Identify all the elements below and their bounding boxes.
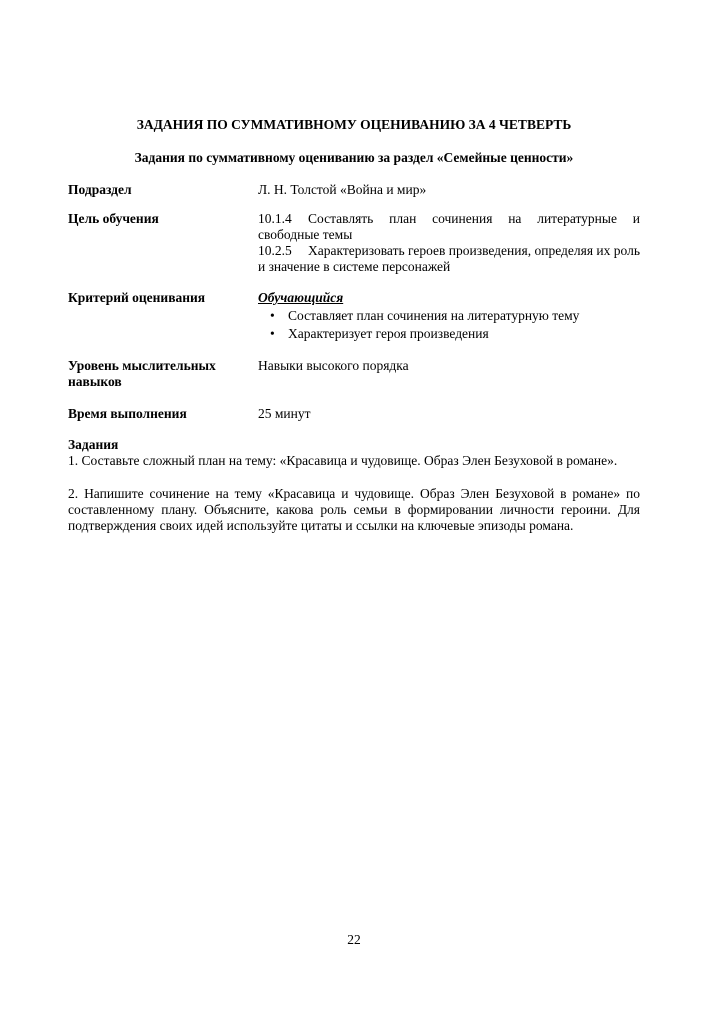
task-item: 1. Составьте сложный план на тему: «Красавица и чудовище. Образ Элен Безуховой в романе». <box>68 453 618 468</box>
document-subtitle: Задания по суммативному оцениванию за раздел «Семейные ценности» <box>134 150 574 165</box>
bullet-icon: • <box>270 326 275 341</box>
criteria-text: Характеризует героя произведения <box>288 326 489 341</box>
objective-item <box>258 243 640 275</box>
time-value: 25 минут <box>258 406 311 421</box>
document-title: ЗАДАНИЯ ПО СУММАТИВНОМУ ОЦЕНИВАНИЮ ЗА 4 ЧЕТВЕРТЬ <box>136 117 572 132</box>
criteria-item <box>270 326 640 342</box>
objective-label: Цель обучения <box>68 211 159 226</box>
criteria-heading: Обучающийся <box>258 290 344 305</box>
subsection-label: Подраздел <box>68 182 132 197</box>
objective-text: Характеризовать героев произведения, определяя их роль и значение в системе персонажей <box>258 243 640 274</box>
criteria-text: Составляет план сочинения на литературную тему <box>288 308 580 323</box>
criteria-item <box>270 308 640 324</box>
subsection-value: Л. Н. Толстой «Война и мир» <box>258 182 427 197</box>
objective-code: 10.1.4 <box>258 211 292 226</box>
time-label: Время выполнения <box>68 406 187 421</box>
objective-item <box>258 211 640 243</box>
document-page <box>68 0 640 1024</box>
tasks-section <box>68 437 640 534</box>
thinking-value: Навыки высокого порядка <box>258 358 409 373</box>
criteria-label: Критерий оценивания <box>68 290 206 305</box>
criteria-block <box>258 290 640 344</box>
criteria-list <box>258 308 640 342</box>
tasks-heading: Задания <box>68 437 119 452</box>
bullet-icon: • <box>270 308 275 323</box>
thinking-label: Уровень мыслительных навыков <box>68 358 216 389</box>
objective-code: 10.2.5 <box>258 243 292 258</box>
page-number: 22 <box>347 932 361 947</box>
objective-list <box>258 211 640 275</box>
objective-text: Составлять план сочинения на литературные и свободные темы <box>258 211 640 242</box>
task-item: 2. Напишите сочинение на тему «Красавица и чудовище. Образ Элен Безуховой в романе» по составленному плану. Объясните, какова роль семьи в формировании личности героини. Для подтверждения своих идей используйте цитаты и ссылки на ключевые эпизоды романа. <box>68 486 640 533</box>
